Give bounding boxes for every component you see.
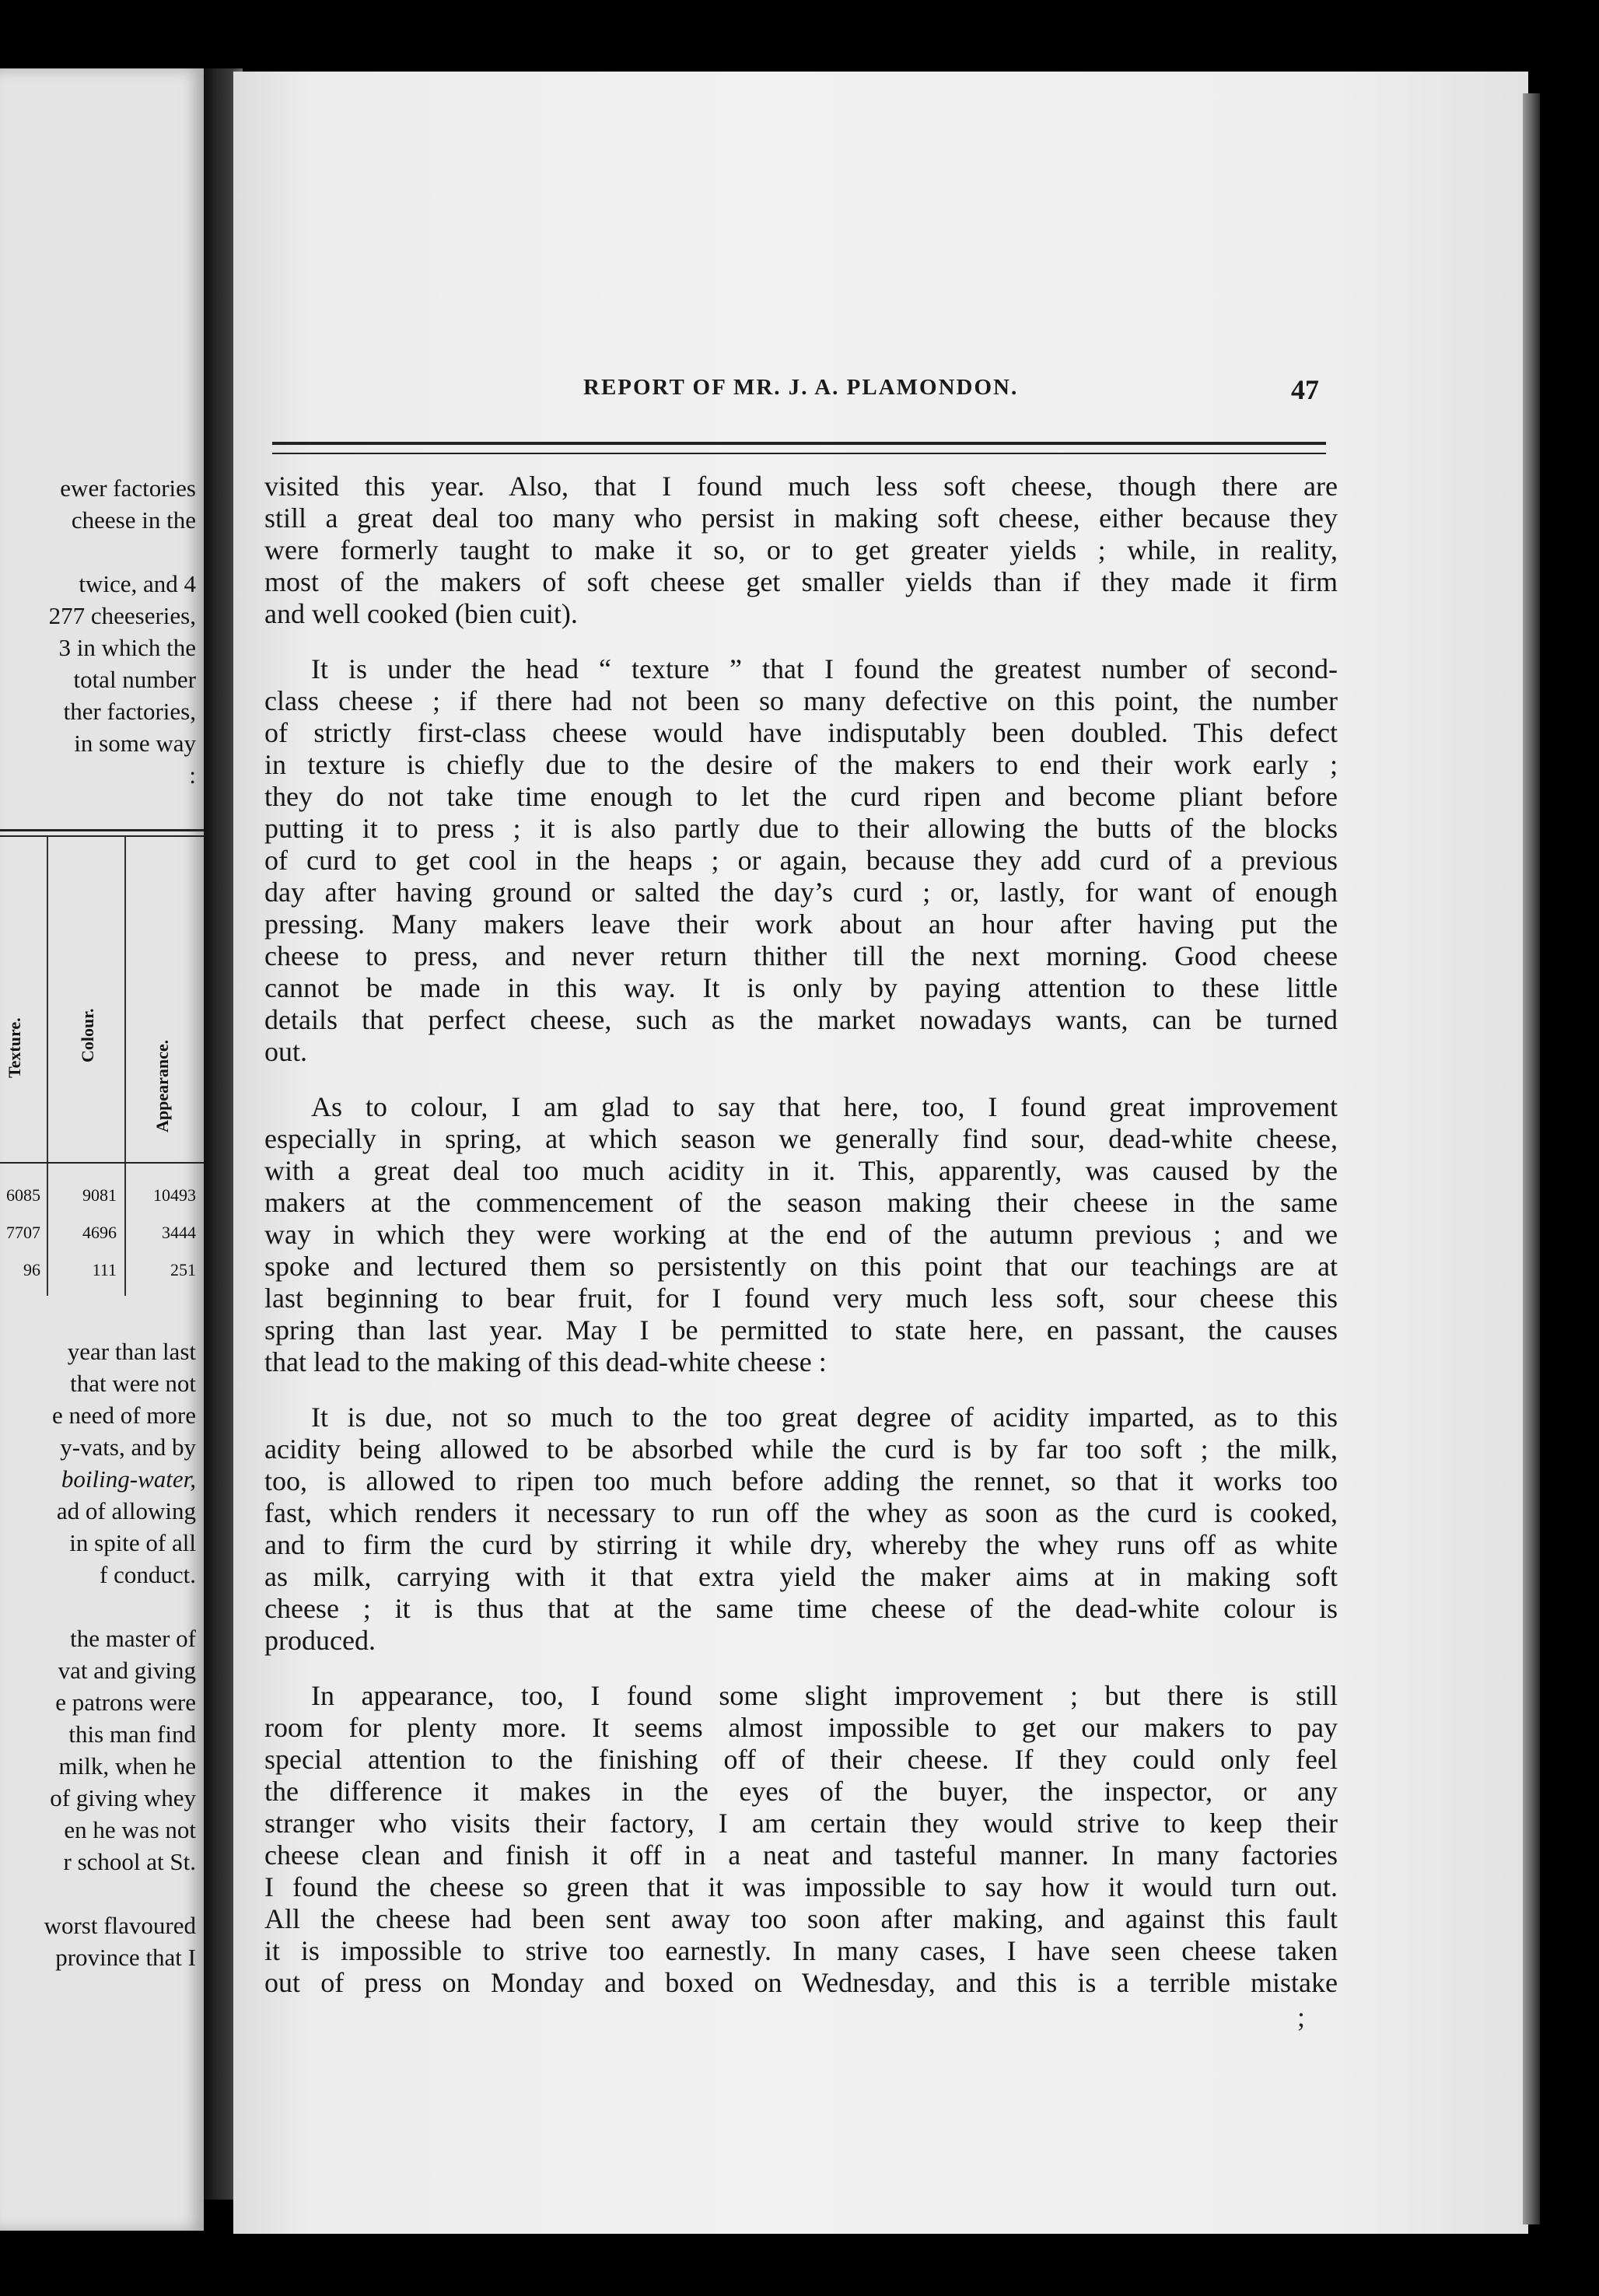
previous-page-line: province that I [55,1944,196,1971]
previous-page-table [0,829,204,1374]
table-top-rule [0,829,204,831]
previous-page-line: 3 in which the [58,634,196,661]
previous-page-line: year than last [67,1338,196,1365]
previous-page-line: f conduct. [100,1561,196,1588]
previous-page-line: : [189,761,196,789]
previous-page-line: of giving whey [50,1784,196,1811]
text-line: makers at the commencement of the season making their cheese in the same [264,1187,1338,1218]
text-line: cannot be made in this way. It is only by paying attention to these little [264,972,1338,1003]
table-cell: 4696 [82,1223,117,1242]
text-line: details that perfect cheese, such as the market nowadays wants, can be turned [264,1004,1338,1035]
text-line: acidity being allowed to be absorbed while the curd is by far too soft ; the milk, [264,1433,1338,1465]
text-line: as milk, carrying with it that extra yield the maker aims at in making soft [264,1561,1338,1592]
table-cell: 3444 [162,1223,196,1242]
text-line: class cheese ; if there had not been so many defective on this point, the number [264,685,1338,716]
previous-page-line: ad of allowing [56,1497,196,1524]
text-line: visited this year. Also, that I found much less soft cheese, though there are [264,471,1338,502]
table-cell: 6085 [6,1185,40,1205]
table-cell: 7707 [6,1223,40,1242]
text-line: produced. [264,1625,376,1656]
text-line: it is impossible to strive too earnestly. In many cases, I have seen cheese taken [264,1935,1338,1966]
table-cell: 9081 [82,1185,117,1205]
previous-page-line: ewer factories [60,474,196,502]
previous-page-line: r school at St. [63,1848,196,1875]
text-line: out of press on Monday and boxed on Wednesday, and this is a terrible mistake [264,1967,1338,1998]
previous-page-line: y-vats, and by [60,1433,196,1461]
text-line: As to colour, I am glad to say that here, too, I found great improvement [311,1091,1338,1122]
text-line: were formerly taught to make it so, or to get greater yields ; while, in reality, [264,534,1338,565]
previous-page-line: total number [73,666,196,693]
text-line: cheese ; it is thus that at the same time cheese of the dead-white colour is [264,1593,1338,1624]
previous-page-line: this man find [68,1720,196,1748]
table-cell: 10493 [153,1185,196,1205]
text-line: special attention to the finishing off of their cheese. If they could only feel [264,1744,1338,1775]
paragraph [264,1680,1338,1999]
text-line: in texture is chiefly due to the desire of the makers to end their work early ; [264,749,1338,780]
table-cell: 111 [92,1260,117,1279]
table-top-rule-thin [0,835,204,837]
page-number: 47 [1291,374,1319,405]
text-line: and well cooked (bien cuit). [264,598,578,629]
table-column-divider [47,837,48,1296]
paragraph [264,1091,1338,1378]
running-head: REPORT OF MR. J. A. PLAMONDON. [583,375,1019,400]
text-line: with a great deal too much acidity in it. This, apparently, was caused by the [264,1155,1338,1186]
text-line: day after having ground or salted the day’s curd ; or, lastly, for want of enough [264,877,1338,908]
text-line: most of the makers of soft cheese get smaller yields than if they made it firm [264,566,1338,597]
table-header-colour: Colour. [78,1008,97,1062]
text-line: especially in spring, at which season we generally find sour, dead-white cheese, [264,1123,1338,1154]
text-line: spoke and lectured them so persistently on this point that our teachings are at [264,1251,1338,1282]
table-column-divider [124,837,126,1296]
text-line: pressing. Many makers leave their work about an hour after having put the [264,908,1338,940]
previous-page-line: boiling-water, [61,1465,196,1493]
trailing-mark: ; [1297,2001,1306,2032]
body-text [264,471,1338,2022]
previous-page-line: in some way [74,730,196,757]
paragraph [264,653,1338,1068]
text-line: putting it to press ; it is also partly due to their allowing the butts of the blocks [264,813,1338,844]
paragraph [264,471,1338,630]
text-line: that lead to the making of this dead-white cheese : [264,1346,827,1377]
text-line: they do not take time enough to let the curd ripen and become pliant before [264,781,1338,812]
previous-page-line: e need of more [51,1402,196,1429]
text-line: out. [264,1036,308,1067]
text-line: last beginning to bear fruit, for I found very much less soft, sour cheese this [264,1283,1338,1314]
text-line: It is due, not so much to the too great degree of acidity imparted, as to this [311,1402,1338,1433]
text-line: fast, which renders it necessary to run off the whey as soon as the curd is cooked, [264,1497,1338,1528]
previous-page-line: in spite of all [69,1529,196,1556]
paragraph [264,1402,1338,1657]
text-line: too, is allowed to ripen too much before adding the rennet, so that it works too [264,1465,1338,1496]
text-line: cheese clean and finish it off in a neat and tasteful manner. In many factories [264,1839,1338,1871]
previous-page-line: worst flavoured [44,1912,196,1939]
page-edge-shadow [1523,93,1540,2224]
previous-page-strip [0,68,204,2231]
text-line: way in which they were working at the end of the autumn previous ; and we [264,1219,1338,1250]
text-line: still a great deal too many who persist in making soft cheese, either because they [264,502,1338,534]
text-line: and to firm the curd by stirring it while dry, whereby the whey runs off as white [264,1529,1338,1560]
previous-page-line: ther factories, [63,698,196,725]
previous-page-line: twice, and 4 [79,570,196,597]
text-line: stranger who visits their factory, I am certain they would strive to keep their [264,1808,1338,1839]
previous-page-line: milk, when he [58,1752,196,1780]
text-line: the difference it makes in the eyes of the buyer, the inspector, or any [264,1776,1338,1807]
previous-page-line: cheese in the [71,506,196,534]
text-line: All the cheese had been sent away too soon after making, and against this fault [264,1903,1338,1934]
text-line: of strictly first-class cheese would have indisputably been doubled. This defect [264,717,1338,748]
table-header-texture: Texture. [5,1017,24,1078]
text-line: In appearance, too, I found some slight improvement ; but there is still [311,1680,1338,1711]
table-header-appearance: Appearance. [152,1039,172,1132]
previous-page-line: that were not [70,1370,196,1397]
previous-page-line: 277 cheeseries, [48,602,196,629]
previous-page-line: en he was not [64,1816,196,1843]
previous-page-line: vat and giving [58,1657,196,1684]
table-header-rule [0,1162,204,1164]
table-cell: 96 [23,1260,40,1279]
text-line: I found the cheese so green that it was impossible to say how it would turn out. [264,1871,1338,1902]
text-line: room for plenty more. It seems almost impossible to get our makers to pay [264,1712,1338,1743]
previous-page-line: e patrons were [55,1689,196,1716]
table-cell: 251 [170,1260,196,1279]
text-line: cheese to press, and never return thither till the next morning. Good cheese [264,940,1338,971]
header-rule [272,442,1326,454]
previous-page-line: the master of [70,1625,196,1652]
text-line: spring than last year. May I be permitted to state here, en passant, the causes [264,1314,1338,1346]
text-line: of curd to get cool in the heaps ; or again, because they add curd of a previous [264,845,1338,876]
text-line: It is under the head “ texture ” that I found the greatest number of second- [311,653,1338,684]
